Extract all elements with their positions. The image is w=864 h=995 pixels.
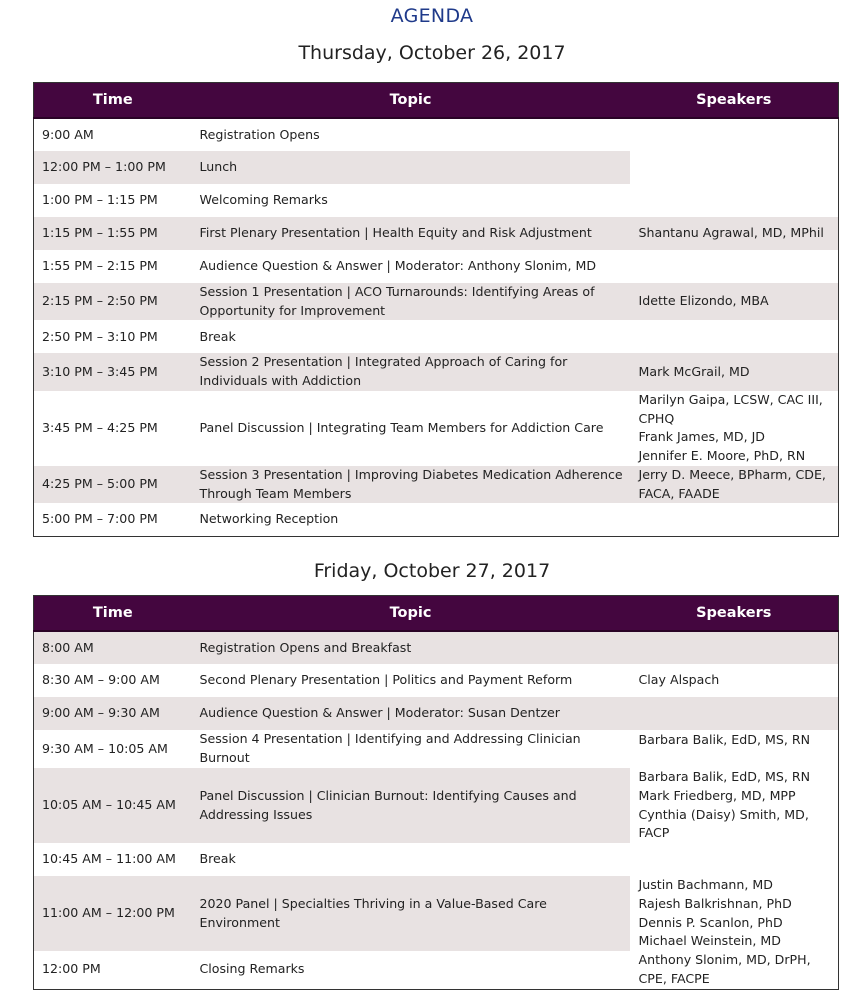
session-speakers <box>630 843 839 876</box>
session-time: 1:55 PM – 2:15 PM <box>42 258 158 274</box>
session-time: 8:30 AM – 9:00 AM <box>42 672 160 688</box>
session-speakers <box>630 250 839 283</box>
table-row <box>34 730 839 768</box>
session-time: 3:45 PM – 4:25 PM <box>42 419 158 435</box>
session-time: 4:25 PM – 5:00 PM <box>34 466 192 503</box>
session-speakers: Mark McGrail, MD <box>630 353 839 390</box>
session-topic: Registration Opens and Breakfast <box>192 631 630 664</box>
session-topic: Session 1 Presentation | ACO Turnarounds: Identifying Areas of Opportunity for Improvement <box>192 283 630 320</box>
topic-column-header: Topic <box>192 83 630 119</box>
day-1-agenda-table <box>33 82 839 537</box>
topic-column-header: Topic <box>192 596 630 632</box>
table-row <box>34 876 839 951</box>
session-speakers: Idette Elizondo, MBA <box>630 283 839 320</box>
table-row <box>34 768 839 843</box>
session-topic: Session 4 Presentation | Identifying and Addressing Clinician Burnout <box>199 731 581 765</box>
session-topic: Second Plenary Presentation | Politics and Payment Reform <box>199 672 573 688</box>
session-time: 10:05 AM – 10:45 AM <box>34 768 192 843</box>
session-speakers: Shantanu Agrawal, MD, MPhil <box>630 217 839 250</box>
session-topic: Panel Discussion | Integrating Team Members for Addiction Care <box>199 419 604 435</box>
session-topic: Audience Question & Answer | Moderator: Susan Dentzer <box>192 697 630 730</box>
session-time: 1:00 PM – 1:15 PM <box>42 192 158 208</box>
session-topic: Lunch <box>192 151 630 184</box>
session-time: 3:10 PM – 3:45 PM <box>34 353 192 390</box>
session-topic: Break <box>199 328 236 344</box>
time-column-header: Time <box>34 83 192 119</box>
table-row <box>34 843 839 876</box>
session-topic: Session 2 Presentation | Integrated Approach of Caring for Individuals with Addiction <box>192 353 630 390</box>
session-speakers <box>630 320 839 353</box>
session-time: 2:50 PM – 3:10 PM <box>42 328 158 344</box>
session-time: 9:00 AM – 9:30 AM <box>34 697 192 730</box>
session-time: 12:00 PM – 1:00 PM <box>34 151 192 184</box>
table-header-row <box>34 596 839 632</box>
session-speakers: Anthony Slonim, MD, DrPH, CPE, FACPE <box>638 952 811 986</box>
session-topic: Session 3 Presentation | Improving Diabetes Medication Adherence Through Team Members <box>192 466 630 503</box>
table-row <box>34 391 839 466</box>
session-speakers: Jerry D. Meece, BPharm, CDE, FACA, FAADE <box>630 466 839 503</box>
speakers-column-header: Speakers <box>630 83 839 119</box>
table-row <box>34 151 839 184</box>
table-row <box>34 631 839 664</box>
session-time: 9:00 AM <box>42 126 94 142</box>
table-row <box>34 951 839 989</box>
session-topic: Registration Opens <box>199 126 320 142</box>
session-speakers <box>630 631 839 664</box>
session-time: 2:15 PM – 2:50 PM <box>34 283 192 320</box>
session-time: 12:00 PM <box>42 961 101 977</box>
agenda-title: AGENDA <box>390 5 474 27</box>
session-speakers <box>630 118 839 151</box>
session-topic: Panel Discussion | Clinician Burnout: Identifying Causes and Addressing Issues <box>192 768 630 843</box>
session-speakers: Marilyn Gaipa, LCSW, CAC III, CPHQ Frank James, MD, JD Jennifer E. Moore, PhD, RN <box>638 391 823 464</box>
table-row <box>34 118 839 151</box>
day-1-date: Thursday, October 26, 2017 <box>298 42 566 64</box>
session-speakers: Barbara Balik, EdD, MS, RN <box>638 732 810 747</box>
table-row <box>34 697 839 730</box>
session-speakers: Justin Bachmann, MD Rajesh Balkrishnan, PhD Dennis P. Scanlon, PhD Michael Weinstein, MD <box>638 877 792 949</box>
session-speakers <box>630 697 839 730</box>
table-row <box>34 466 839 503</box>
session-speakers <box>630 184 839 217</box>
session-time: 9:30 AM – 10:05 AM <box>42 740 168 756</box>
time-column-header: Time <box>34 596 192 632</box>
session-time: 10:45 AM – 11:00 AM <box>42 851 176 867</box>
session-time: 5:00 PM – 7:00 PM <box>42 511 158 527</box>
session-speakers: Barbara Balik, EdD, MS, RN Mark Friedberg, MD, MPP Cynthia (Daisy) Smith, MD, FACP <box>638 769 810 841</box>
session-time: 11:00 AM – 12:00 PM <box>34 876 192 951</box>
session-topic: 2020 Panel | Specialties Thriving in a Value-Based Care Environment <box>192 876 630 951</box>
table-row <box>34 184 839 217</box>
table-row <box>34 664 839 697</box>
session-speakers <box>630 151 839 184</box>
table-row <box>34 217 839 250</box>
table-row <box>34 250 839 283</box>
day-2-date: Friday, October 27, 2017 <box>313 560 551 582</box>
session-time: 1:15 PM – 1:55 PM <box>34 217 192 250</box>
session-speakers: Clay Alspach <box>638 672 720 688</box>
speakers-column-header: Speakers <box>630 596 839 632</box>
session-topic: Audience Question & Answer | Moderator: Anthony Slonim, MD <box>199 258 597 274</box>
table-row <box>34 503 839 536</box>
session-speakers <box>630 503 839 536</box>
session-topic: Closing Remarks <box>199 961 305 977</box>
session-topic: First Plenary Presentation | Health Equity and Risk Adjustment <box>192 217 630 250</box>
table-row <box>34 353 839 390</box>
session-topic: Break <box>199 851 236 867</box>
table-header-row <box>34 83 839 119</box>
session-topic: Welcoming Remarks <box>199 192 328 208</box>
session-topic: Networking Reception <box>199 511 339 527</box>
day-2-agenda-table <box>33 595 839 990</box>
table-row <box>34 320 839 353</box>
session-time: 8:00 AM <box>34 631 192 664</box>
table-row <box>34 283 839 320</box>
